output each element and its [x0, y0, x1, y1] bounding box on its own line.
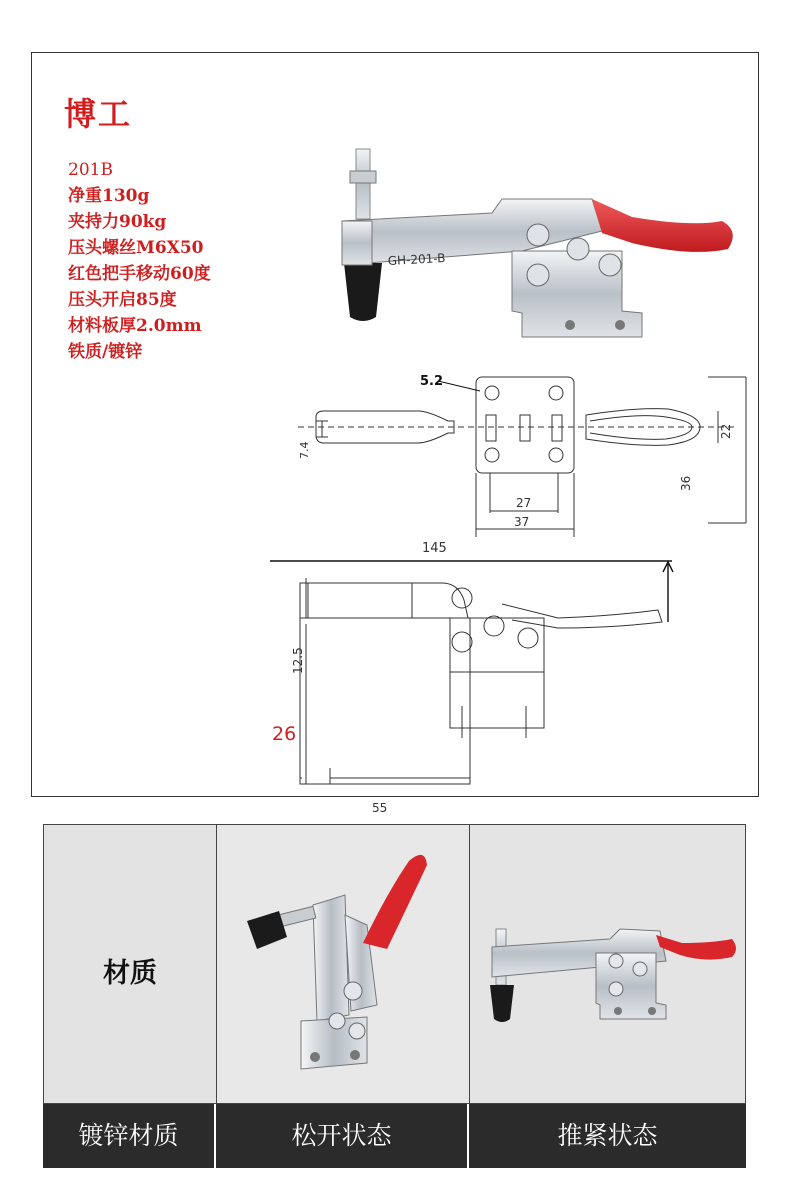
caption-bar — [43, 1104, 746, 1168]
clamp-released-photo — [217, 825, 469, 1103]
dim-55: 55 — [372, 801, 388, 815]
top-view-drawing — [268, 371, 748, 541]
spec-model: 201B — [68, 160, 113, 180]
spec-list — [68, 157, 211, 365]
spec-material: 铁质/镀锌 — [68, 342, 143, 362]
material-label: 材质 — [103, 958, 157, 989]
caption-clamped: 推紧状态 — [557, 1121, 658, 1150]
released-photo-cell — [217, 825, 470, 1103]
clamp-marking: GH-201-B — [387, 250, 446, 268]
dim-12-5: 12.5 — [291, 647, 305, 674]
material-cell — [44, 825, 217, 1103]
side-view-drawing — [232, 538, 712, 815]
spec-thickness: 材料板厚2.0mm — [68, 316, 202, 336]
spec-opening: 压头开启85度 — [68, 290, 177, 310]
dim-5-2: 5.2 — [420, 374, 444, 389]
dim-26: 26 — [272, 723, 297, 745]
dim-36: 36 — [679, 475, 693, 491]
dim-22: 22 — [719, 423, 733, 439]
spec-handle-travel: 红色把手移动60度 — [68, 264, 211, 284]
product-gallery — [43, 824, 746, 1104]
spec-screw: 压头螺丝M6X50 — [68, 238, 204, 258]
caption-galvanized: 镀锌材质 — [43, 1104, 216, 1168]
caption-released: 松开状态 — [216, 1104, 469, 1168]
spec-panel — [31, 52, 759, 815]
spec-weight: 净重130g — [68, 186, 150, 206]
clamp-photo — [302, 141, 742, 341]
dim-7-4: 7.4 — [298, 441, 311, 459]
dim-145: 145 — [422, 541, 447, 556]
spec-clamp-force: 夹持力90kg — [68, 212, 167, 232]
dim-37: 37 — [514, 515, 530, 529]
clamped-photo-cell — [470, 825, 745, 1103]
brand-title: 博工 — [64, 95, 133, 133]
clamp-clamped-photo — [470, 825, 745, 1103]
dim-27: 27 — [516, 496, 532, 510]
